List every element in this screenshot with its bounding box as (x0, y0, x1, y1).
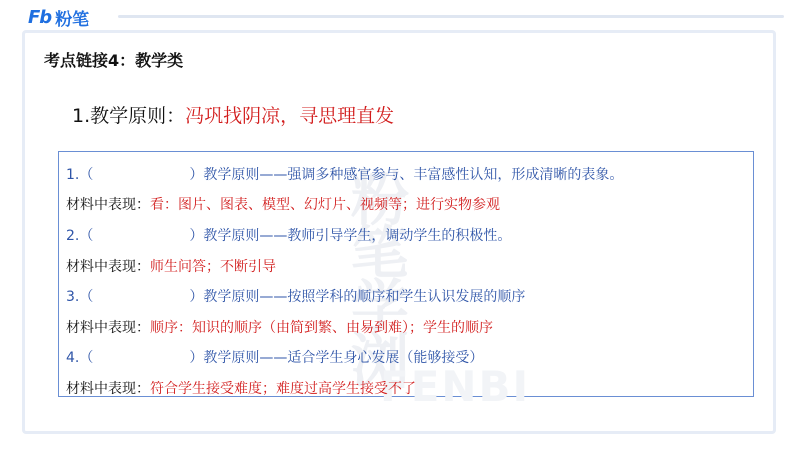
material-label: 材料中表现： (66, 381, 150, 397)
watermark-en: FENBI (380, 362, 531, 411)
item-description: 教学原则——强调多种感官参与、丰富感性认知，形成清晰的表象。 (203, 167, 624, 183)
material-value: 顺序：知识的顺序（由简到繁、由易到难）；学生的顺序 (150, 320, 493, 336)
material-row-3 (66, 317, 493, 337)
item-number: 1.（ (66, 167, 94, 183)
material-label: 材料中表现： (66, 259, 150, 275)
fenbi-logo (28, 6, 89, 28)
item-number: 3.（ (66, 289, 94, 305)
header-divider (118, 15, 784, 18)
item-close: ） (189, 350, 204, 366)
principle-mnemonic: 冯巩找阴凉，寻思理直发 (185, 105, 395, 127)
material-value: 师生问答；不断引导 (150, 259, 276, 275)
item-number: 4.（ (66, 350, 94, 366)
principle-prefix: 1.教学原则： (72, 105, 186, 127)
principle-item-2 (66, 225, 511, 245)
item-close: ） (189, 289, 204, 305)
principle-item-3 (66, 286, 525, 306)
section-title: 考点链接4：教学类 (44, 51, 184, 70)
logo-mark: Fb (28, 6, 52, 28)
material-label: 材料中表现： (66, 197, 150, 213)
principle-item-4 (66, 347, 483, 367)
material-value: 符合学生接受难度；难度过高学生接受不了 (150, 381, 416, 397)
material-row-1 (66, 194, 500, 214)
material-row-4 (66, 378, 416, 398)
material-value: 看：图片、图表、模型、幻灯片、视频等；进行实物参观 (150, 197, 500, 213)
principle-title (72, 101, 394, 128)
watermark-cn: 粉笔学浏 (341, 168, 409, 384)
logo-text: 粉笔 (55, 9, 90, 30)
principle-item-1 (66, 164, 623, 184)
item-description: 教学原则——适合学生身心发展（能够接受） (203, 350, 484, 366)
item-close: ） (189, 167, 204, 183)
item-description: 教学原则——教师引导学生，调动学生的积极性。 (203, 228, 512, 244)
material-label: 材料中表现： (66, 320, 150, 336)
item-close: ） (189, 228, 204, 244)
item-number: 2.（ (66, 228, 94, 244)
item-description: 教学原则——按照学科的顺序和学生认识发展的顺序 (203, 289, 526, 305)
material-row-2 (66, 256, 276, 276)
